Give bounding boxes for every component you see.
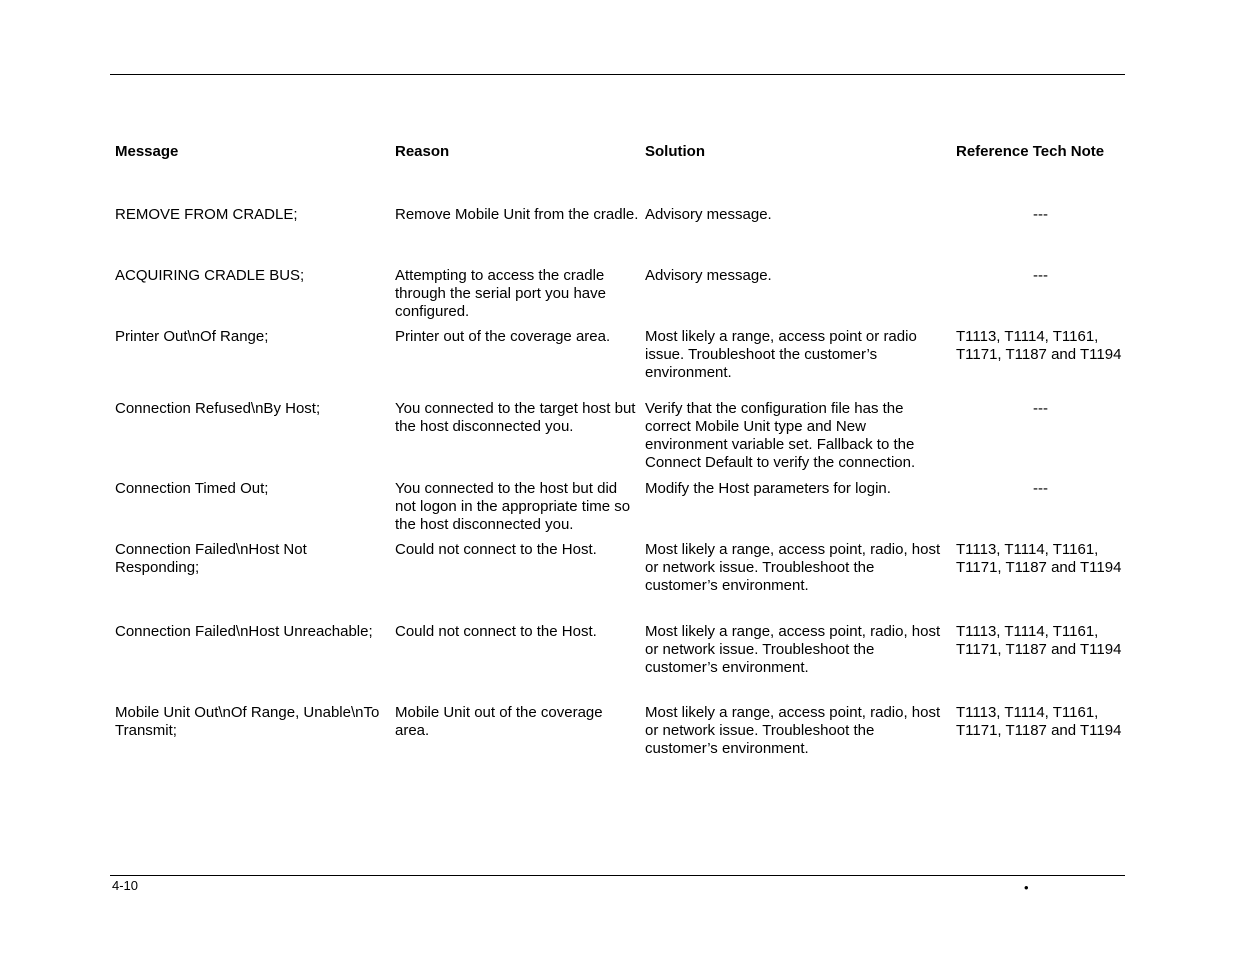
page-number: 4-10	[112, 878, 139, 893]
reference-cell: ---	[1033, 267, 1048, 284]
message-cell: Connection Refused\nBy Host;	[115, 400, 321, 417]
solution-cell: Advisory message.	[645, 267, 772, 284]
table-row	[110, 541, 1125, 623]
solution-cell: Most likely a range, access point or radio issue. Troubleshoot the customer’s environment.	[645, 328, 917, 381]
reason-cell: Remove Mobile Unit from the cradle.	[395, 206, 639, 223]
table-row	[110, 328, 1125, 400]
table-row	[110, 267, 1125, 328]
column-header-reason: Reason	[395, 143, 450, 160]
table-row	[110, 206, 1125, 267]
message-cell: Connection Failed\nHost Not Responding;	[115, 541, 307, 576]
message-cell: ACQUIRING CRADLE BUS;	[115, 267, 305, 284]
table-header-row	[110, 140, 1125, 206]
footer-bullet: •	[1024, 880, 1029, 895]
message-cell: Connection Failed\nHost Unreachable;	[115, 623, 373, 640]
reason-cell: You connected to the host but did not logon in the appropriate time so the host disconnected you.	[395, 480, 631, 533]
reference-cell: ---	[1033, 206, 1048, 223]
column-header-message: Message	[115, 143, 179, 160]
reason-cell: Mobile Unit out of the coverage area.	[395, 704, 603, 739]
message-cell: Connection Timed Out;	[115, 480, 269, 497]
reference-cell: T1113, T1114, T1161, T1171, T1187 and T1194	[956, 328, 1122, 363]
reference-cell: ---	[1033, 480, 1048, 497]
error-message-table	[110, 140, 1125, 764]
solution-cell: Verify that the configuration file has the correct Mobile Unit type and New environment variable set. Fallback to the Connect Default to verify the connection.	[645, 400, 916, 471]
message-cell: REMOVE FROM CRADLE;	[115, 206, 298, 223]
message-cell: Mobile Unit Out\nOf Range, Unable\nTo Transmit;	[115, 704, 380, 739]
column-header-reference: Reference Tech Note	[956, 143, 1105, 160]
table-row	[110, 480, 1125, 541]
solution-cell: Most likely a range, access point, radio, host or network issue. Troubleshoot the customer’s environment.	[645, 623, 941, 676]
table-row	[110, 623, 1125, 704]
footer-rule	[110, 875, 1125, 876]
column-header-solution: Solution	[645, 143, 705, 160]
solution-cell: Modify the Host parameters for login.	[645, 480, 891, 497]
reason-cell: Attempting to access the cradle through the serial port you have configured.	[395, 267, 606, 320]
solution-cell: Advisory message.	[645, 206, 772, 223]
reason-cell: You connected to the target host but the host disconnected you.	[395, 400, 636, 435]
reason-cell: Could not connect to the Host.	[395, 541, 597, 558]
message-cell: Printer Out\nOf Range;	[115, 328, 269, 345]
reference-cell: T1113, T1114, T1161, T1171, T1187 and T1194	[956, 704, 1122, 739]
reason-cell: Could not connect to the Host.	[395, 623, 597, 640]
header-rule	[110, 74, 1125, 75]
reason-cell: Printer out of the coverage area.	[395, 328, 611, 345]
reference-cell: T1113, T1114, T1161, T1171, T1187 and T1194	[956, 623, 1122, 658]
reference-cell: T1113, T1114, T1161, T1171, T1187 and T1194	[956, 541, 1122, 576]
table-row	[110, 704, 1125, 764]
reference-cell: ---	[1033, 400, 1048, 417]
solution-cell: Most likely a range, access point, radio, host or network issue. Troubleshoot the customer’s environment.	[645, 704, 941, 757]
table-row	[110, 400, 1125, 480]
solution-cell: Most likely a range, access point, radio, host or network issue. Troubleshoot the customer’s environment.	[645, 541, 941, 594]
